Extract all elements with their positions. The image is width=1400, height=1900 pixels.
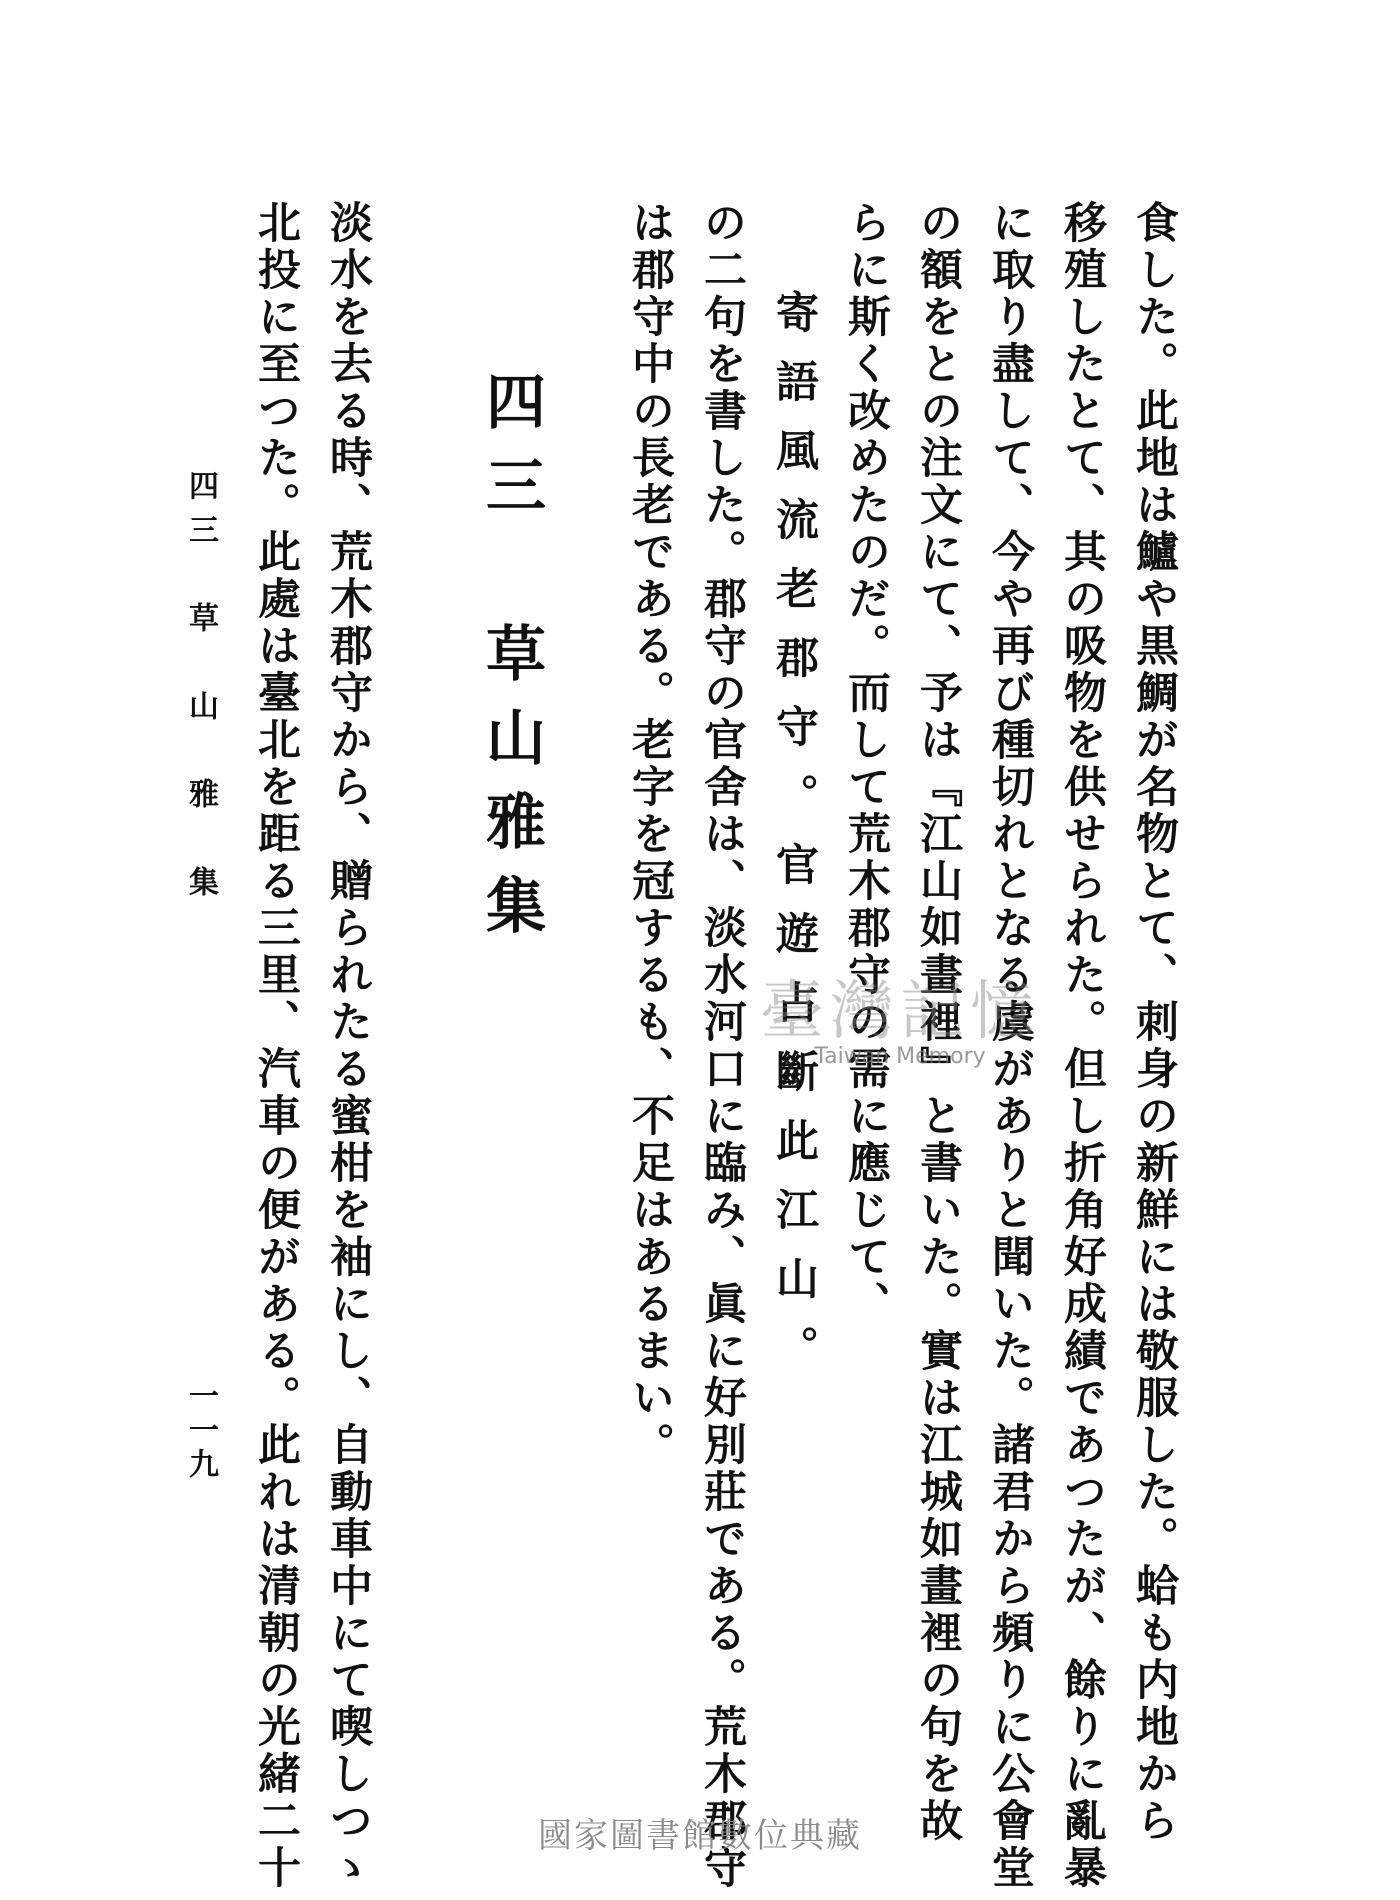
text-column-4: の額をとの注文にて、予は『江山如畫裡』と書いた。實は江城如畫裡の句を故 bbox=[913, 200, 963, 1845]
watermark bbox=[690, 960, 1110, 1069]
footer-caption: 國家圖書館數位典藏 bbox=[538, 1816, 862, 1856]
section-heading: 四三 草山雅集 bbox=[476, 370, 546, 958]
text-column-3: に取り盡して、今や再び種切れとなる虞がありと聞いた。諸君から頻りに公會堂 bbox=[985, 200, 1035, 1892]
text-column-8: は郡守中の長老である。老字を冠するも、不足はあるまい。 bbox=[625, 200, 675, 1469]
running-head: 四三 草 山 雅 集 bbox=[183, 470, 218, 910]
poem-line: 寄語風流老郡守。官遊占斷此江山。 bbox=[769, 290, 819, 1394]
text-column-9: 淡水を去る時、荒木郡守から、贈られたる蜜柑を袖にし、自動車中にて喫しつゝ bbox=[323, 200, 373, 1892]
page-number: 一一九 bbox=[183, 1380, 218, 1482]
text-column-5: らに斯く改めたのだ。而して荒木郡守の需に應じて、 bbox=[841, 200, 891, 1328]
text-column-1: 食した。此地は鱸や黒鯛が名物とて、刺身の新鮮には敬服した。蛤も内地から bbox=[1129, 200, 1179, 1845]
text-column-7: の二句を書した。郡守の官舍は、淡水河口に臨み、眞に好別莊である。荒木郡守 bbox=[697, 200, 747, 1892]
text-column-2: 移殖したとて、其の吸物を供せられた。但し折角好成績であつたが、餘りに亂暴 bbox=[1057, 200, 1107, 1892]
watermark-text: 臺灣記憶 bbox=[760, 975, 1040, 1049]
text-column-10: 北投に至つた。此處は臺北を距る三里、汽車の便がある。此れは清朝の光緒二十 bbox=[251, 200, 301, 1892]
watermark-subtext: Taiwan Memory bbox=[814, 1044, 986, 1069]
